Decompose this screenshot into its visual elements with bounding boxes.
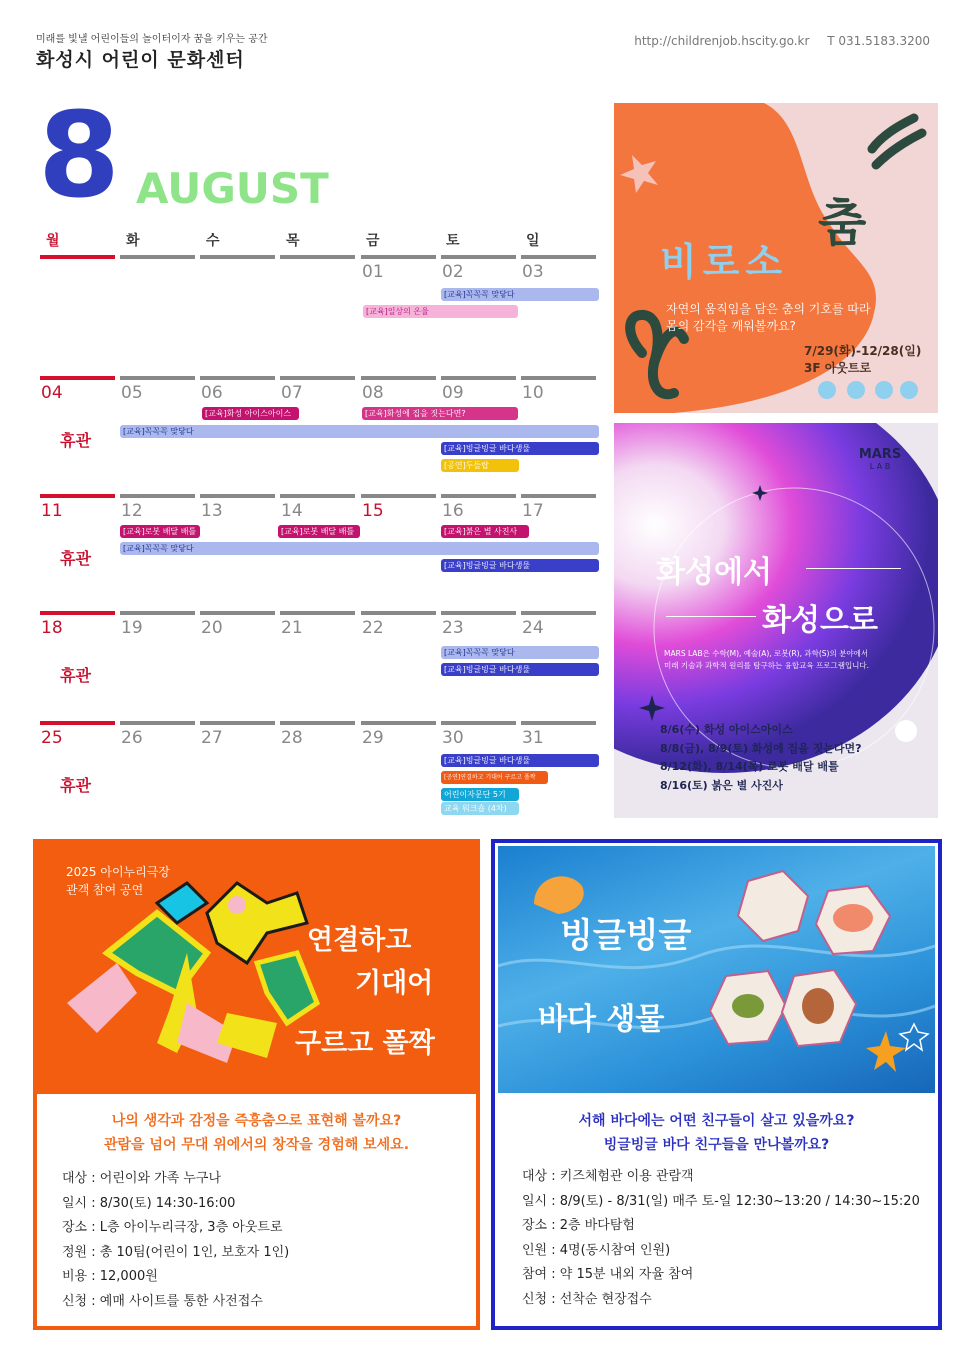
day-divider [521, 721, 596, 725]
day-divider [521, 611, 596, 615]
event-bar[interactable]: [교육]꼭꼭꼭 맞닿다 [441, 646, 599, 659]
event-bar[interactable]: 교육 워크숍 (4차) [441, 802, 519, 815]
day-divider [40, 376, 115, 380]
day-divider [120, 494, 195, 498]
event-bar[interactable]: [교육]로봇 배달 배틀 [120, 525, 200, 538]
event-bar[interactable]: 어린이자문단 5기 [441, 788, 519, 801]
day-number[interactable]: 09 [442, 383, 464, 403]
event-bar[interactable]: [교육]꼭꼭꼭 맞닿다 [120, 542, 599, 555]
day-number[interactable]: 04 [41, 383, 63, 403]
weekday-tue: 화 [126, 233, 140, 249]
month-name: AUGUST [136, 164, 329, 213]
event-bar[interactable]: [교육]붉은 별 사진사 [441, 525, 529, 538]
event-bar[interactable]: [교육]빙글빙글 바다생물 [441, 559, 599, 572]
panel1-desc-line: 몸의 감각을 깨워볼까요? [666, 319, 796, 333]
day-divider [40, 721, 115, 725]
closed-label: 휴관 [60, 549, 91, 568]
day-divider [361, 255, 436, 259]
info-capacity: 인원 : 4명(동시참여 인원) [522, 1242, 671, 1258]
performance-question [37, 1109, 476, 1157]
mars-lab-logo [850, 447, 910, 471]
event-bar[interactable]: [공연]두들랍 [441, 459, 519, 472]
schedule-item: 8/6(수) 화성 아이스아이스 [660, 723, 793, 736]
performance-info [62, 1167, 289, 1314]
panel2-desc [664, 648, 869, 672]
event-bar[interactable]: [공연]연결하고 기대어 구르고 폴짝 [441, 771, 548, 784]
day-number[interactable]: 19 [121, 618, 143, 638]
logo-subtext: L A B [869, 462, 891, 471]
month-number: 8 [38, 86, 121, 224]
day-divider [40, 611, 115, 615]
day-divider [280, 611, 355, 615]
closed-label: 휴관 [60, 776, 91, 795]
event-bar[interactable]: [교육]빙글빙글 바다생물 [441, 442, 599, 455]
day-number[interactable]: 16 [442, 501, 464, 521]
event-bar[interactable]: [교육]로봇 배달 배틀 [278, 525, 360, 538]
divider [666, 616, 756, 617]
day-number[interactable]: 20 [201, 618, 223, 638]
day-divider [441, 494, 516, 498]
info-participation: 참여 : 약 15분 내외 자율 참여 [522, 1267, 694, 1282]
day-number[interactable]: 11 [41, 501, 63, 521]
sea-title1: 빙글빙글 [560, 916, 692, 956]
panel-mars-lab[interactable] [614, 423, 938, 818]
info-capacity: 정원 : 총 10팀(어린이 1인, 보호자 1인) [62, 1244, 290, 1260]
info-place: 장소 : L층 아이누리극장, 3층 아웃트로 [62, 1220, 283, 1235]
day-divider [280, 721, 355, 725]
day-divider [120, 376, 195, 380]
performance-title3: 구르고 폴짝 [295, 1028, 435, 1059]
panel-dance-exhibit[interactable] [614, 103, 938, 413]
header-contact [620, 34, 930, 48]
day-divider [521, 494, 596, 498]
day-number[interactable]: 14 [281, 501, 303, 521]
weekday-mon: 월 [46, 233, 60, 249]
panel2-title1: 화성에서 [656, 555, 772, 590]
day-divider [521, 255, 596, 259]
day-number[interactable]: 25 [41, 728, 63, 748]
day-divider [200, 255, 275, 259]
performance-poster[interactable] [37, 843, 476, 1094]
info-fee: 비용 : 12,000원 [62, 1269, 158, 1284]
info-place: 장소 : 2층 바다탐험 [522, 1218, 635, 1233]
event-bar[interactable]: [교육]꼭꼭꼭 맞닿다 [441, 288, 599, 301]
header-title: 화성시 어린이 문화센터 [36, 49, 245, 71]
question-line: 빙글빙글 바다 친구들을 만나볼까요? [603, 1137, 830, 1153]
day-number[interactable]: 30 [442, 728, 464, 748]
day-divider [280, 255, 355, 259]
sea-poster[interactable] [498, 846, 935, 1093]
day-number[interactable]: 12 [121, 501, 143, 521]
panel1-place: 3F 아웃트로 [804, 361, 872, 375]
day-divider [40, 255, 115, 259]
day-number[interactable]: 28 [281, 728, 303, 748]
schedule-item: 8/12(화), 8/14(목) 로봇 배달 배틀 [660, 760, 839, 773]
website-link[interactable]: http://childrenjob.hscity.go.kr [634, 34, 810, 48]
sea-creatures-box [491, 839, 942, 1330]
panel1-date: 7/29(화)-12/28(일) [804, 344, 922, 358]
closed-label: 휴관 [60, 431, 91, 450]
day-number[interactable]: 01 [362, 262, 384, 282]
day-number[interactable]: 29 [362, 728, 384, 748]
panel1-desc [666, 301, 871, 335]
day-number[interactable]: 03 [522, 262, 544, 282]
event-bar[interactable]: [교육]빙글빙글 바다생물 [441, 754, 599, 767]
panel2-schedule [660, 721, 862, 795]
day-number[interactable]: 07 [281, 383, 303, 403]
day-divider [200, 611, 275, 615]
info-target: 대상 : 키즈체험관 이용 관람객 [522, 1169, 694, 1184]
header-subtitle: 미래를 빛낼 어린이들의 놀이터이자 꿈을 키우는 공간 [36, 34, 268, 45]
performance-title2: 기대어 [355, 968, 434, 999]
tag-line: 2025 아이누리극장 [66, 865, 170, 879]
event-bar[interactable]: [교육]일상의 온율 [363, 305, 518, 318]
weekday-sat: 토 [446, 233, 460, 249]
day-number[interactable]: 26 [121, 728, 143, 748]
event-bar[interactable]: [교육]꼭꼭꼭 맞닿다 [120, 425, 599, 438]
day-divider [200, 721, 275, 725]
weekday-wed: 수 [206, 233, 220, 249]
info-datetime: 일시 : 8/30(토) 14:30-16:00 [62, 1195, 236, 1211]
weekday-sun: 일 [526, 233, 540, 249]
phone-number: T 031.5183.3200 [827, 34, 930, 48]
panel1-desc-line: 자연의 움직임을 담은 춤의 기호를 따라 [666, 302, 871, 316]
schedule-item: 8/8(금), 8/9(토) 화성에 집을 짓는다면? [660, 741, 862, 755]
panel2-desc-line: 미래 기술과 과학적 원리를 탐구하는 융합교육 프로그램입니다. [664, 661, 870, 670]
day-number[interactable]: 13 [201, 501, 223, 521]
tag-line: 관객 참여 공연 [66, 883, 144, 897]
panel1-title: 비로소 [660, 240, 789, 284]
day-number[interactable]: 17 [522, 501, 544, 521]
day-divider [441, 721, 516, 725]
sea-question [495, 1109, 938, 1157]
day-divider [441, 255, 516, 259]
performance-box [33, 839, 480, 1330]
day-number[interactable]: 02 [442, 262, 464, 282]
logo-text: MARS [858, 447, 902, 462]
day-number[interactable]: 27 [201, 728, 223, 748]
panel2-desc-line: MARS LAB은 수학(M), 예술(A), 로봇(R), 과학(S)의 분야에서 [664, 649, 869, 658]
day-number[interactable]: 31 [522, 728, 544, 748]
day-divider [40, 494, 115, 498]
weekday-fri: 금 [366, 233, 380, 249]
schedule-item: 8/16(토) 붉은 별 사진사 [660, 778, 783, 792]
day-divider [521, 376, 596, 380]
info-apply: 신청 : 예매 사이트를 통한 사전접수 [62, 1293, 263, 1309]
panel1-dance: 춤 [818, 194, 867, 252]
day-divider [361, 376, 436, 380]
day-number[interactable]: 15 [362, 501, 384, 521]
performance-title1: 연결하고 [307, 925, 412, 956]
day-divider [441, 376, 516, 380]
day-divider [361, 721, 436, 725]
day-number[interactable]: 18 [41, 618, 63, 638]
day-number[interactable]: 05 [121, 383, 143, 403]
day-divider [120, 611, 195, 615]
day-number[interactable]: 22 [362, 618, 384, 638]
day-divider [441, 611, 516, 615]
sea-info [522, 1165, 920, 1312]
day-divider [200, 376, 275, 380]
event-bar[interactable]: [교육]빙글빙글 바다생물 [441, 663, 599, 676]
sea-title2: 바다 생물 [538, 1002, 665, 1037]
day-divider [120, 721, 195, 725]
day-number[interactable]: 10 [522, 383, 544, 403]
panel1-info [804, 343, 921, 377]
panel2-title2: 화성으로 [762, 603, 878, 638]
day-number[interactable]: 23 [442, 618, 464, 638]
question-line: 서해 바다에는 어떤 친구들이 살고 있을까요? [578, 1113, 855, 1129]
day-divider [280, 376, 355, 380]
day-divider [200, 494, 275, 498]
closed-label: 휴관 [60, 666, 91, 685]
day-number[interactable]: 24 [522, 618, 544, 638]
day-divider [120, 255, 195, 259]
question-line: 나의 생각과 감정을 즉흥춤으로 표현해 볼까요? [111, 1113, 402, 1129]
performance-tag [66, 863, 170, 899]
day-number[interactable]: 08 [362, 383, 384, 403]
day-number[interactable]: 21 [281, 618, 303, 638]
info-datetime: 일시 : 8/9(토) - 8/31(일) 매주 토-일 12:30~13:20 / 14:30~15:20 [522, 1193, 920, 1209]
day-divider [280, 494, 355, 498]
day-divider [361, 611, 436, 615]
day-divider [361, 494, 436, 498]
weekday-thu: 목 [286, 233, 300, 249]
info-apply: 신청 : 선착순 현장접수 [522, 1291, 652, 1307]
event-bar[interactable]: [교육]화성 아이스아이스 [202, 407, 299, 420]
event-bar[interactable]: [교육]화성에 집을 짓는다면? [362, 407, 518, 420]
question-line: 관람을 넘어 무대 위에서의 창작을 경험해 보세요. [103, 1137, 410, 1153]
divider [806, 568, 901, 569]
sea-illustration [498, 846, 935, 1093]
day-number[interactable]: 06 [201, 383, 223, 403]
info-target: 대상 : 어린이와 가족 누구나 [62, 1171, 222, 1186]
